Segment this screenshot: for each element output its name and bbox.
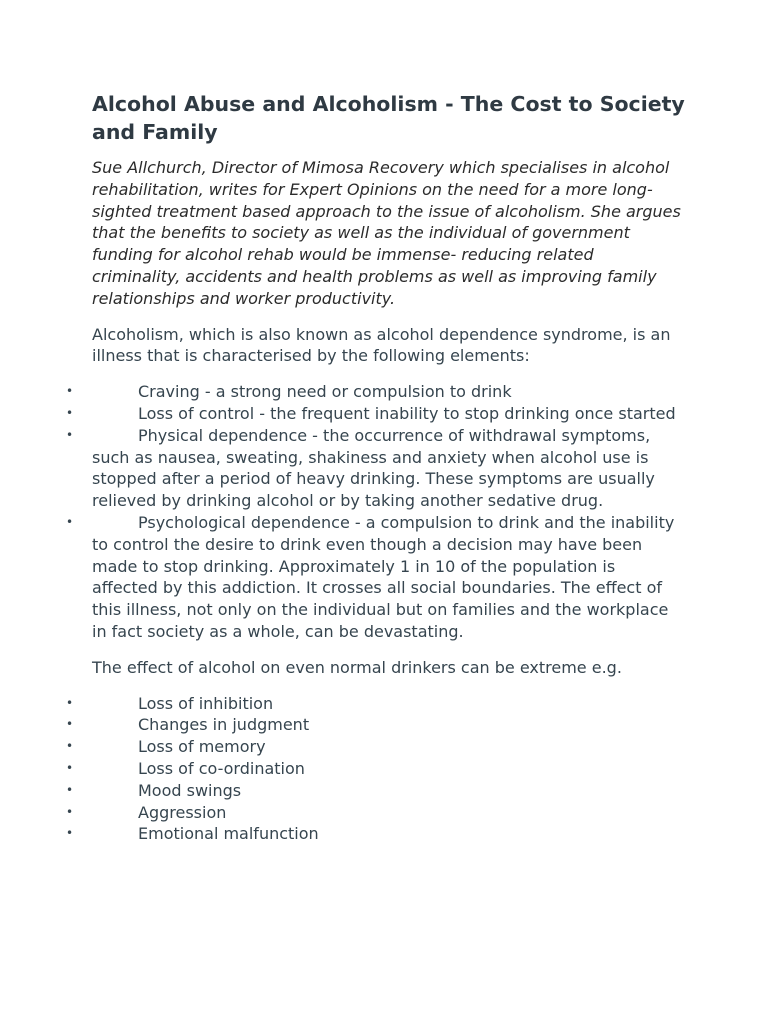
paragraph-effects: The effect of alcohol on even normal drinkers can be extreme e.g.	[92, 657, 622, 677]
bullet-icon: •	[66, 760, 74, 775]
list-item	[66, 780, 682, 802]
paragraph-definition: Alcoholism, which is also known as alcohol dependence syndrome, is an illness that is characterised by the following elements:	[92, 324, 671, 366]
list-item	[66, 823, 682, 845]
list-item-text: Craving - a strong need or compulsion to drink	[138, 382, 512, 402]
list-item-text: Changes in judgment	[138, 715, 310, 735]
list-item-text: Emotional malfunction	[138, 824, 319, 844]
list-item	[66, 693, 682, 715]
list-item-text: Loss of control - the frequent inability to stop drinking once started	[138, 403, 676, 423]
bullet-icon: •	[66, 804, 74, 819]
list-item	[66, 403, 682, 425]
list-item-text: Physical dependence - the occurrence of withdrawal symptoms, such as nausea, sweating, shakiness and anxiety when alcohol use is stopped after a period of heavy drinking. These symptoms are usually relieved by drinking alcohol or by taking another sedative drug.	[92, 425, 655, 511]
bullet-icon: •	[66, 514, 74, 529]
list-item	[66, 758, 682, 780]
effects-list	[66, 693, 692, 846]
list-item-text: Loss of co-ordination	[138, 758, 305, 778]
list-item	[66, 736, 682, 758]
article-title: Alcohol Abuse and Alcoholism - The Cost to Society and Family	[92, 92, 685, 144]
bullet-icon: •	[66, 782, 74, 797]
list-item-text: Mood swings	[138, 780, 242, 800]
list-item-text: Psychological dependence - a compulsion to drink and the inability to control the desire to drink even though a decision may have been made to stop drinking. Approximately 1 in 10 of the population is affected by this addiction. It crosses all social boundaries. The effect of this illness, not only on the individual but on families and the workplace in fact society as a whole, can be devastating.	[92, 512, 675, 641]
list-item	[66, 381, 682, 403]
list-item	[66, 512, 682, 643]
bullet-icon: •	[66, 384, 74, 399]
bullet-icon: •	[66, 695, 74, 710]
list-item	[66, 802, 682, 824]
list-item-text: Loss of inhibition	[138, 693, 274, 713]
bullet-icon: •	[66, 739, 74, 754]
list-item-text: Aggression	[138, 802, 227, 822]
list-item-text: Loss of memory	[138, 737, 266, 757]
list-item	[66, 425, 682, 512]
list-item	[66, 714, 682, 736]
article-intro: Sue Allchurch, Director of Mimosa Recovery which specialises in alcohol rehabilitation, writes for Expert Opinions on the need for a more long-sighted treatment based approach to the issue of alcoholism. She argues that the benefits to society as well as the individual of government funding for alcohol rehab would be immense- reducing related criminality, accidents and health problems as well as improving family relationships and worker productivity.	[92, 158, 681, 308]
bullet-icon: •	[66, 717, 74, 732]
elements-list	[66, 381, 692, 643]
bullet-icon: •	[66, 405, 74, 420]
article	[66, 90, 692, 858]
bullet-icon: •	[66, 427, 74, 442]
bullet-icon: •	[66, 826, 74, 841]
